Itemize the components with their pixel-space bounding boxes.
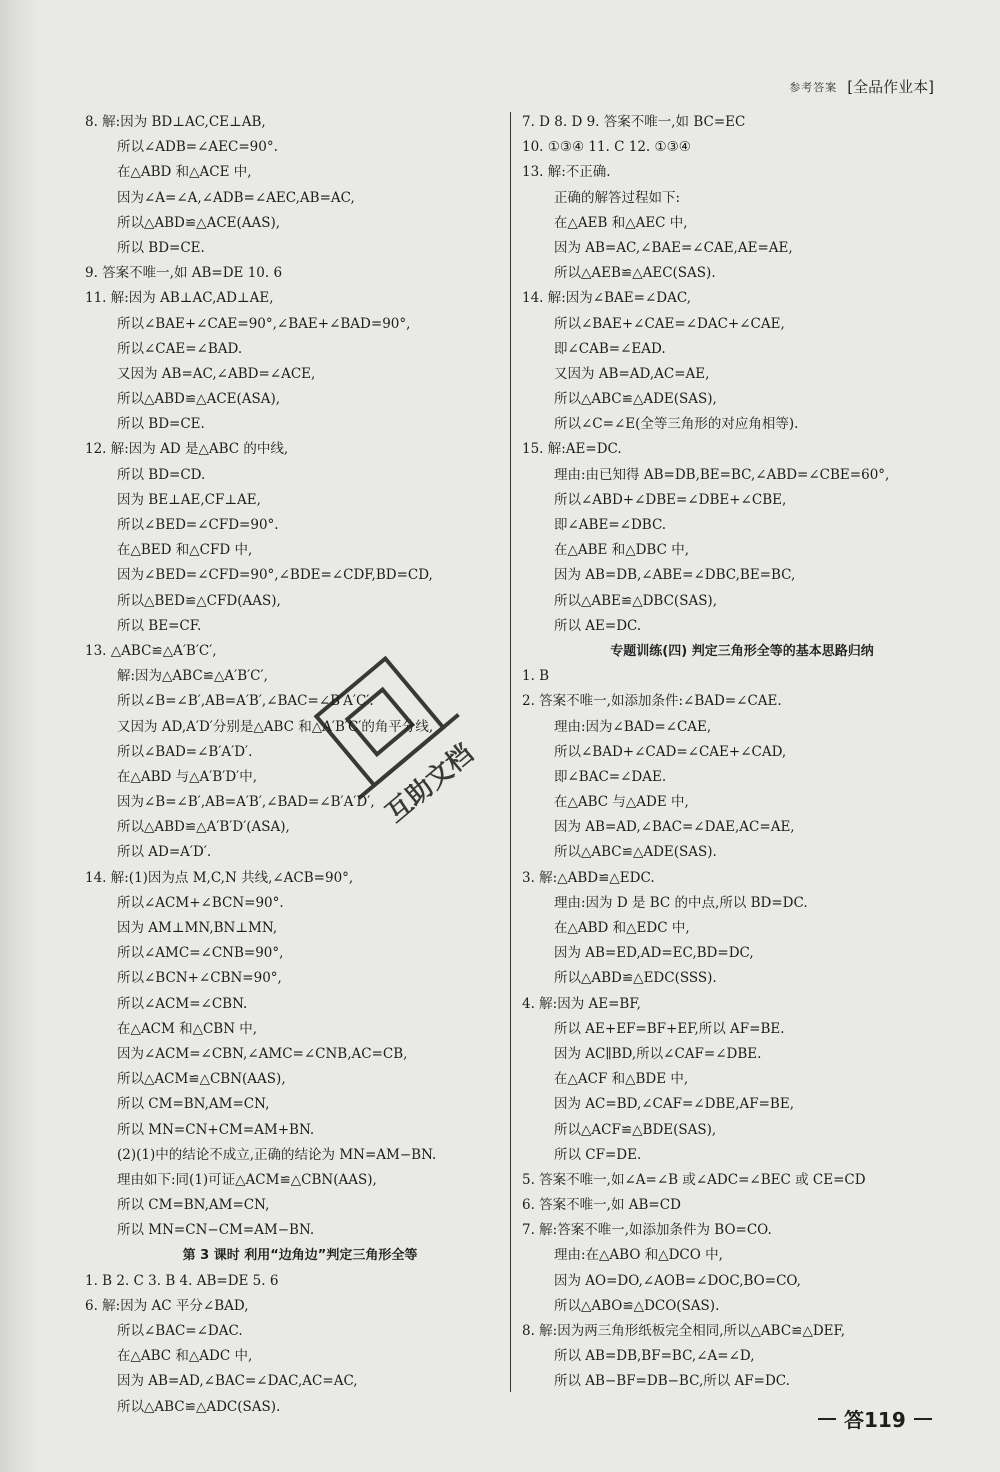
answer-line: 所以△ABO≌△DCO(SAS). [554,1297,720,1314]
answer-line: 8. 解:因为两三角形纸板完全相同,所以△ABC≌△DEF, [522,1323,846,1339]
answer-line: 所以∠CAE=∠BAD. [117,340,243,357]
answer-line: 在△ACF 和△BDE 中, [554,1071,689,1088]
answer-line: 因为 AC=BD,∠CAF=∠DBE,AF=BE, [554,1096,795,1113]
answer-line: 所以 AB=DB,BF=BC,∠A=∠D, [554,1348,755,1365]
answer-line: 9. 答案不唯一,如 AB=DE 10. 6 [85,265,283,282]
reference-answer-label: 参考答案 [789,80,838,94]
answer-line: (2)(1)中的结论不成立,正确的结论为 MN=AM−BN. [117,1146,437,1163]
answer-line: 所以△ABD≌△A′B′D′(ASA), [117,819,290,836]
right-column [522,110,962,1395]
answer-line: 所以△ABD≌△EDC(SSS). [554,970,717,987]
answer-line: 15. 解:AE=DC. [522,441,622,458]
answer-line: 所以∠ABD+∠DBE=∠DBE+∠CBE, [554,491,787,508]
answer-line: 所以 CM=BN,AM=CN, [117,1197,270,1214]
answer-line: 在△ABE 和△DBC 中, [554,542,689,559]
answer-line: 在△BED 和△CFD 中, [117,542,253,559]
answer-line: 因为 AO=DO,∠AOB=∠DOC,BO=CO, [554,1272,801,1289]
answer-line: 10. ①③④ 11. C 12. ①③④ [522,139,691,156]
answer-line: 所以△ABE≌△DBC(SAS), [554,592,717,609]
answer-line: 所以△ABC≌△ADE(SAS). [554,844,717,861]
answer-line: 所以 AD=A′D′. [117,844,212,861]
answer-line: 所以 AE+EF=BF+EF,所以 AF=BE. [554,1020,785,1037]
answer-line: 所以∠BAE+∠CAE=90°,∠BAE+∠BAD=90°, [117,315,411,332]
answer-line: 所以∠ACM+∠BCN=90°. [117,894,284,911]
answer-line: 在△ABC 和△ADC 中, [117,1348,253,1365]
answer-line: 所以∠B=∠B′,AB=A′B′,∠BAC=∠B′A′C′. [117,693,374,710]
answer-line: 所以∠BAC=∠DAC. [117,1323,243,1339]
book-brand: [全品作业本] [847,78,934,96]
answer-line: 所以 BD=CE. [117,416,205,433]
answer-line: 又因为 AB=AD,AC=AE, [554,365,710,382]
answer-line: 因为∠B=∠B′,AB=A′B′,∠BAD=∠B′A′D′, [117,794,375,811]
answer-line: 因为∠A=∠A,∠ADB=∠AEC,AB=AC, [117,189,355,206]
answer-line: 理由:因为∠BAD=∠CAE, [554,718,712,735]
answer-line: 即∠BAC=∠DAE. [554,768,667,785]
answer-line: 因为∠BED=∠CFD=90°,∠BDE=∠CDF,BD=CD, [117,567,433,584]
watermark-text: 互助文档 [380,738,480,829]
answer-line: 13. △ABC≌△A′B′C′, [85,642,217,659]
answer-line: 因为 AB=AC,∠BAE=∠CAE,AE=AE, [554,239,793,256]
answer-line: 所以△ABD≌△ACE(AAS), [117,214,281,231]
watermark-inner-box [347,690,412,755]
answer-line: 在△ABD 和△EDC 中, [554,920,690,936]
page-binding-shadow [0,0,40,1472]
answer-line: 所以△ACF≌△BDE(SAS), [554,1121,717,1138]
answer-line: 所以∠ACM=∠CBN. [117,995,248,1012]
answer-line: 在△ABD 和△ACE 中, [117,164,252,181]
answer-line: 因为 BE⊥AE,CF⊥AE, [117,491,261,508]
section-heading: 专题训练(四) 判定三角形全等的基本思路归纳 [610,643,874,659]
answer-line: 所以∠AMC=∠CNB=90°, [117,945,284,962]
answer-line: 因为 AC∥BD,所以∠CAF=∠DBE. [554,1045,762,1062]
answer-line: 理由如下:同(1)可证△ACM≌△CBN(AAS), [117,1171,377,1188]
answer-line: 因为 AB=AD,∠BAC=∠DAE,AC=AE, [554,819,795,836]
answer-line: 所以△ABC≌△ADC(SAS). [117,1398,281,1415]
watermark-frame [316,659,443,786]
answer-line: 4. 解:因为 AE=BF, [522,995,641,1012]
page-footer [818,1404,932,1433]
answer-line: 所以 AE=DC. [554,617,642,634]
answer-line: 所以 BE=CF. [117,617,202,634]
answer-line: 理由:因为 D 是 BC 的中点,所以 BD=DC. [554,894,808,911]
answer-line: 所以 AB−BF=DB−BC,所以 AF=DC. [554,1373,790,1390]
page-header [789,76,934,97]
answer-line: 即∠CAB=∠EAD. [554,340,666,357]
answer-line: 因为 AB=ED,AD=EC,BD=DC, [554,945,754,962]
answer-line: 7. 解:答案不唯一,如添加条件为 BO=CO. [522,1222,772,1239]
answer-line: 所以△ACM≌△CBN(AAS), [117,1071,286,1088]
answer-line: 所以∠BAD=∠B′A′D′. [117,743,253,760]
answer-line: 6. 答案不唯一,如 AB=CD [522,1197,681,1214]
answer-line: 所以∠BED=∠CFD=90°. [117,517,279,533]
answer-line: 因为 AB=DB,∠ABE=∠DBC,BE=BC, [554,567,796,584]
answer-line: 11. 解:因为 AB⊥AC,AD⊥AE, [85,290,274,307]
answer-line: 所以△ABD≌△ACE(ASA), [117,391,281,408]
answer-line: 在△ABC 与△ADE 中, [554,794,689,811]
answer-line: 解:因为△ABC≌△A′B′C′, [117,668,268,685]
answer-line: 所以∠ADB=∠AEC=90°. [117,139,278,156]
answer-line: 所以 BD=CE. [117,239,205,256]
answer-line: 因为 AB=AD,∠BAC=∠DAC,AC=AC, [117,1373,358,1390]
answer-line: 理由:由已知得 AB=DB,BE=BC,∠ABD=∠CBE=60°, [554,466,890,483]
answer-line: 所以 MN=CN+CM=AM+BN. [117,1121,315,1138]
answer-line: 所以△ABC≌△ADE(SAS), [554,391,717,408]
answer-line: 所以∠C=∠E(全等三角形的对应角相等). [554,416,799,433]
answer-line: 所以 CF=DE. [554,1146,642,1163]
answer-line: 所以 CM=BN,AM=CN, [117,1096,270,1113]
answer-line: 在△ACM 和△CBN 中, [117,1020,258,1037]
footer-dash-right [914,1418,932,1420]
answer-line: 2. 答案不唯一,如添加条件:∠BAD=∠CAE. [522,693,782,710]
answer-line: 所以 BD=CD. [117,466,206,483]
footer-dash-left [818,1418,836,1420]
answer-line: 1. B [522,668,550,685]
answer-line: 又因为 AD,A′D′分别是△ABC 和△A′B′C′的角平分线, [117,718,434,735]
answer-line: 所以∠BCN+∠CBN=90°, [117,970,282,987]
answer-line: 3. 解:△ABD≌△EDC. [522,869,655,886]
answer-line: 因为∠ACM=∠CBN,∠AMC=∠CNB,AC=CB, [117,1045,408,1062]
watermark-stamp [305,615,525,835]
answer-line: 6. 解:因为 AC 平分∠BAD, [85,1297,249,1314]
answer-line: 在△ABD 与△A′B′D′中, [117,768,258,785]
answer-line: 所以 MN=CN−CM=AM−BN. [117,1222,315,1239]
page-number: 答119 [844,1408,906,1432]
answer-line: 所以△AEB≌△AEC(SAS). [554,265,716,282]
answer-line: 8. 解:因为 BD⊥AC,CE⊥AB, [85,114,266,130]
answer-line: 在△AEB 和△AEC 中, [554,214,688,231]
answer-line: 13. 解:不正确. [522,164,611,181]
answer-line: 5. 答案不唯一,如∠A=∠B 或∠ADC=∠BEC 或 CE=CD [522,1171,866,1188]
answer-line: 7. D 8. D 9. 答案不唯一,如 BC=EC [522,114,746,130]
answer-line: 因为 AM⊥MN,BN⊥MN, [117,920,278,936]
answer-line: 12. 解:因为 AD 是△ABC 的中线, [85,441,289,458]
answer-line: 即∠ABE=∠DBC. [554,517,667,533]
answer-line: 所以∠BAE+∠CAE=∠DAC+∠CAE, [554,315,785,332]
answer-line: 所以△BED≌△CFD(AAS), [117,592,281,609]
answer-line: 1. B 2. C 3. B 4. AB=DE 5. 6 [85,1272,279,1289]
answer-line: 又因为 AB=AC,∠ABD=∠ACE, [117,365,316,382]
answer-line: 理由:在△ABO 和△DCO 中, [554,1247,723,1264]
section-heading: 第 3 课时 利用“边角边”判定三角形全等 [182,1248,418,1264]
answer-line: 正确的解答过程如下: [554,189,681,206]
answer-line: 所以∠BAD+∠CAD=∠CAE+∠CAD, [554,743,787,760]
answer-line: 14. 解:(1)因为点 M,C,N 共线,∠ACB=90°, [85,869,354,886]
answer-line: 14. 解:因为∠BAE=∠DAC, [522,290,691,307]
